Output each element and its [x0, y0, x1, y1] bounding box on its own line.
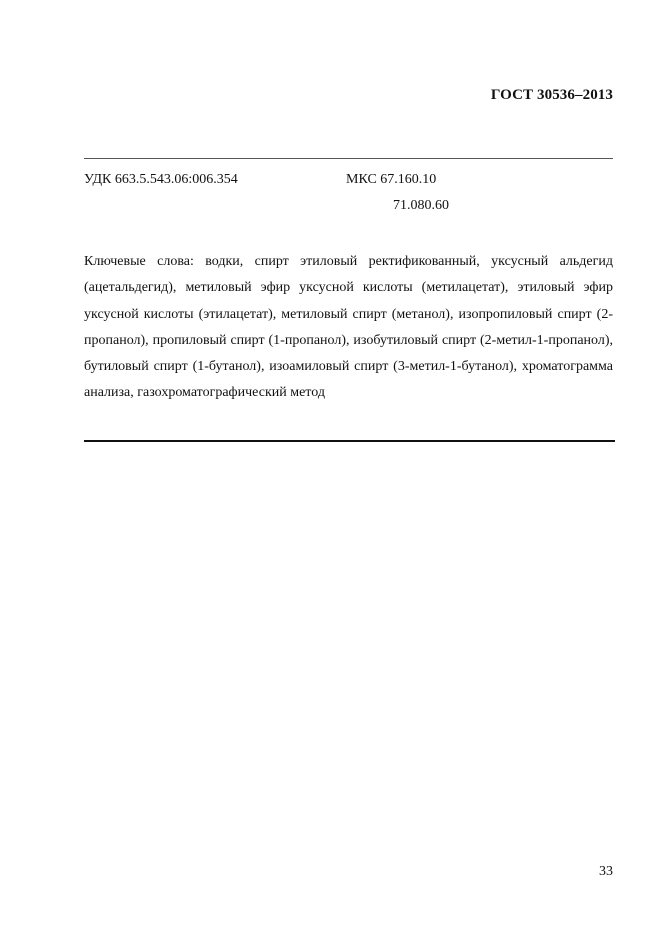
- mks-code-primary: МКС 67.160.10: [346, 172, 437, 187]
- udk-code: УДК 663.5.543.06:006.354: [84, 172, 238, 187]
- page-number: 33: [599, 864, 613, 879]
- keywords-paragraph: Ключевые слова: водки, спирт этиловый ректификованный, уксусный альдегид (ацетальдегид), метиловый эфир уксусной кислоты (метилацетат), этиловый эфир уксусной кислоты (этилацетат), метиловый спирт (метанол), изопропиловый спирт (2-пропанол), пропиловый спирт (1-пропанол), изобутиловый спирт (2-метил-1-пропанол), бутиловый спирт (1-бутанол), изоамиловый спирт (3-метил-1-бутанол), хроматограмма анализа, газохроматографический метод: [84, 254, 613, 401]
- top-divider: [84, 158, 613, 159]
- bottom-divider: [84, 440, 615, 442]
- standard-code-header: ГОСТ 30536–2013: [490, 87, 613, 103]
- mks-code-secondary: 71.080.60: [393, 198, 449, 213]
